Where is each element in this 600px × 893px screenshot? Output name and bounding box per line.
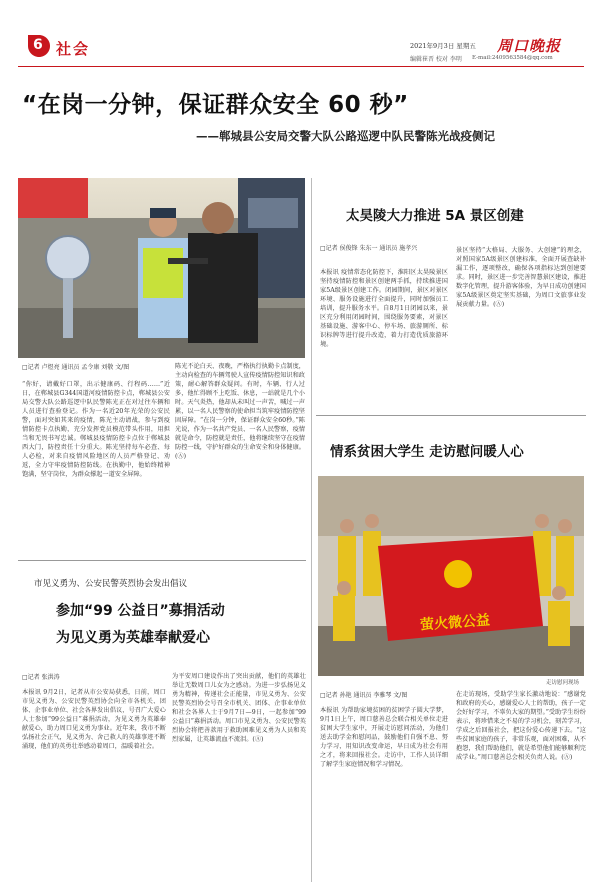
section-title: 社会 (56, 40, 91, 58)
article-99-col2: 为平安周口建设作出了突出贡献，他们的英雄壮举让无数周口儿女为之感动。为进一步弘扬见义勇为精神，传递社会正能量，市见义勇为、公安民警英烈协会号召全市机关、团体、企事业单位和社会各界人士于9月7日—9日，一起参加“99公益日”募捐活动。周口市见义勇为、公安民警英烈协会将把善款用于救助困难见义勇为人员和英烈家属，让英雄流血不流泪。(Ⓐ) (172, 673, 306, 743)
article-students-col1: 本报讯 为帮助家境贫困的贫困学子圆大学梦，9月1日上午，周口慈善总会联合相关单位走进贫困大学生家中，开展走访慰问活动，为他们送去助学金和慰问品，鼓励他们自强不息、努力学习，用知识改变命运，早日成为社会有用之才，将来回报社会。走访中，工作人员详细了解学生家庭情况和学习情况。 (320, 707, 448, 768)
article-99-kicker: 市见义勇为、公安民警英烈协会发出倡议 (34, 579, 188, 589)
article-5a-headline: 太昊陵大力推进 5A 景区创建 (346, 208, 524, 224)
main-headline: “在岗一分钟，保证群众安全 60 秒” (22, 92, 409, 118)
article-5a-byline: □记者 侯俊锋 朱东一 通讯员 施孝兴 (320, 245, 418, 252)
main-article-col1: “你好，请戴好口罩，出示健康码、行程码……”近日，在郸城县G344国道河疫情防控卡点，郸城县公安局交警大队公路巡逻中队民警陈光正在对过往车辆和人员进行查验登记。作为一名近20年光荣的公安民警，面对突如其来的疫情，陈光主动请战，参与到疫情防控卡点执勤，充分发挥党员模范带头作用，用担当和无畏书写忠诚。郸城县疫情防控卡点位于郸城县西大门，防控责任十分重大。陈光坚持每车必查、每人必检，对来自疫情风险地区的人员严格登记、劝返，全力守牢疫情防控防线。在执勤中，他始终精神饱满，坚守岗位，为群众撑起一道安全屏障。 (22, 381, 170, 478)
article-5a-col2: 景区坚持“大格局、大服务、大创建”的理念，对照国家5A级景区创建标准，全面开展查缺补漏工作，逐项整改，确保各项指标达到创建要求。同时，景区进一步完善智慧景区建设，推进数字化管理，提升游客体验，为早日成功创建国家5A级景区奠定坚实基础，为周口文旅事业发展贡献力量。(Ⓐ) (456, 247, 586, 308)
banner-text: 萤火微公益 (419, 612, 491, 634)
header-editor: 编辑崔晋 校对 李明 (410, 56, 462, 63)
page-number: 6 (33, 37, 43, 53)
divider-vertical (311, 178, 312, 882)
main-byline: □记者 卢煜亮 通讯员 孟令康 刘敬 文/图 (22, 364, 130, 371)
brand-logo: 周口晚报 (497, 37, 562, 55)
main-subheadline: ——郸城县公安局交警大队公路巡逻中队民警陈光战疫侧记 (196, 129, 495, 143)
header-rule (18, 66, 584, 67)
article-students-col2: 在走访现场，受助学生家长激动地说：“感谢党和政府的关心，感谢爱心人士的帮助，孩子一定会好好学习，不辜负大家的期望。”受助学生纷纷表示，将珍惜来之不易的学习机会，刻苦学习，学成之后回报社会，把这份爱心传递下去。“这些贫困家庭的孩子，非常乐观，面对困难，从不抱怨，我们帮助他们，就是希望他们能够顺利完成学业。”周口慈善总会相关负责人说。(Ⓐ) (456, 691, 586, 761)
header-date: 2021年9月3日 星期五 (410, 42, 476, 50)
students-photo (318, 476, 584, 676)
article-99-byline: □记者 张洪涛 (22, 674, 60, 681)
article-99-headline-line1: 参加“99 公益日”募捐活动 (56, 603, 225, 619)
divider-left-mid (18, 560, 306, 561)
main-article-col2: 陈光不论白天、夜晚，严格执行执勤卡点制度，主动向检查的车辆驾驶人宣传疫情防控知识和政策，耐心解答群众疑问。有时，车辆、行人过多，他忙得顾不上吃饭、休息，一站就是几个小时。天气炎热，他却从未叫过一声苦，喊过一声累，以一名人民警察的使命担当筑牢疫情防控坚固屏障。“在岗一分钟，保证群众安全60秒。”陈光说，作为一名共产党员、一名人民警察，疫情就是命令，防控就是责任，他将继续坚守在疫情防控一线，守护好群众的生命安全和身体健康。(Ⓐ) (175, 363, 305, 460)
divider-right-mid (316, 415, 586, 416)
header-email: E-mail:2409563584@qq.com (472, 55, 553, 61)
article-5a-col1: 本报讯 疫情常态化防控下，淮阳区太昊陵景区坚持疫情防控和景区创建两手抓，持续推进国家5A级景区创建工作。闭园期间，景区对景区环境、服务设施进行全面提升，同时加强员工培训，提升服务水平。自8月1日闭园以来，景区充分利用闭园时间，围绕服务要素，对景区基础设施、游客中心、停车场、旅游厕所、标识标牌等进行提升改造，着力打造优质旅游环境。 (320, 269, 448, 348)
students-photo-caption: 走访慰问现场 (546, 680, 580, 686)
article-students-headline: 情系贫困大学生 走访慰问暖人心 (330, 444, 524, 460)
article-99-col1: 本报讯 9月2日，记者从市公安局获悉，日前，周口市见义勇为、公安民警英烈协会向全市各机关、团体、企事业单位、社会各界发出倡议，号召广大爱心人士参加“99公益日”募捐活动，为见义勇为英雄奉献爱心，助力周口见义勇为事业。近年来，我市不断弘扬社会正气，见义勇为、舍己救人的英雄事迹不断涌现，他们的英勇壮举感动着周口，温暖着社会。 (22, 689, 166, 750)
article-99-headline-line2: 为见义勇为英雄奉献爱心 (56, 630, 210, 646)
article-students-byline: □记者 孙艳 通讯员 李雅琴 文/图 (320, 692, 408, 699)
main-photo (18, 178, 305, 358)
